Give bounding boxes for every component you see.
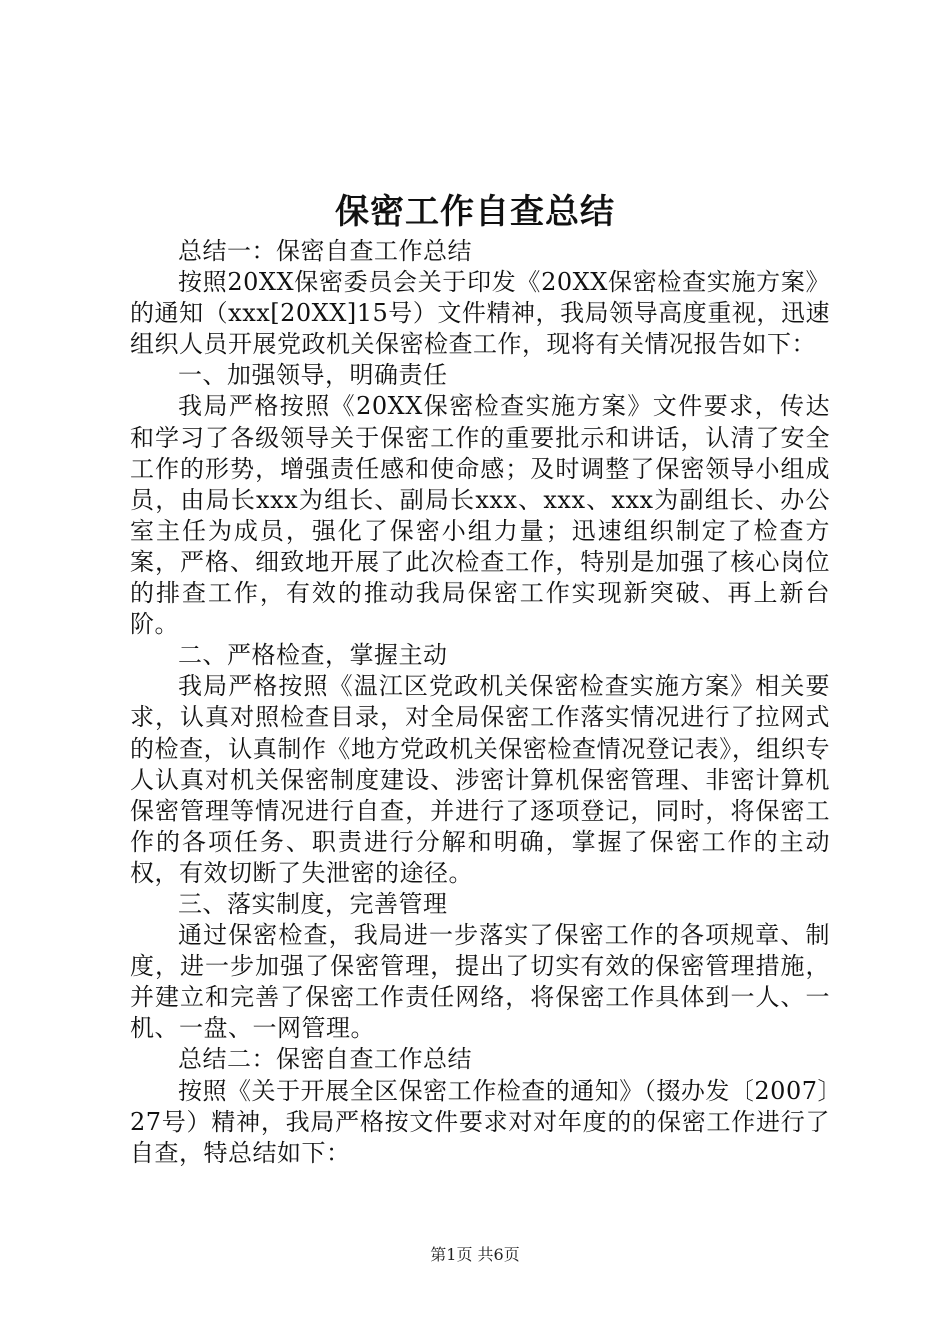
paragraph: 我局严格按照《温江区党政机关保密检查实施方案》相关要求，认真对照检查目录，对全局保密工作落实情况进行了拉网式的检查，认真制作《地方党政机关保密检查情况登记表》，组织专人认真对机关保密制度建设、涉密计算机保密管理、非密计算机保密管理等情况进行自查，并进行了逐项登记，同时，将保密工作的各项任务、职责进行分解和明确，掌握了保密工作的主动权，有效切断了失泄密的途径。 <box>130 672 830 887</box>
paragraph: 按照20XX保密委员会关于印发《20XX保密检查实施方案》的通知（xxx[20XX]15号）文件精神，我局领导高度重视，迅速组织人员开展党政机关保密检查工作，现将有关情况报告如下： <box>130 268 830 359</box>
document-body <box>130 236 830 1169</box>
section-heading: 总结一：保密自查工作总结 <box>178 237 472 265</box>
paragraph: 通过保密检查，我局进一步落实了保密工作的各项规章、制度，进一步加强了保密管理，提出了切实有效的保密管理措施，并建立和完善了保密工作责任网络，将保密工作具体到一人、一机、一盘、一网管理。 <box>130 921 830 1043</box>
paragraph: 我局严格按照《20XX保密检查实施方案》文件要求，传达和学习了各级领导关于保密工作的重要批示和讲话，认清了安全工作的形势，增强责任感和使命感；及时调整了保密领导小组成员，由局长xxx为组长、副局长xxx、xxx、xxx为副组长、办公室主任为成员，强化了保密小组力量；迅速组织制定了检查方案，严格、细致地开展了此次检查工作，特别是加强了核心岗位的排查工作，有效的推动我局保密工作实现新突破、再上新台阶。 <box>130 392 830 639</box>
document-title: 保密工作自查总结 <box>335 192 615 232</box>
paragraph: 按照《关于开展全区保密工作检查的通知》（掇办发〔2007〕27号）精神，我局严格按文件要求对对年度的的保密工作进行了自查，特总结如下： <box>130 1076 830 1167</box>
section-heading: 一、加强领导，明确责任 <box>178 361 448 390</box>
page-footer: 第1页 共6页 <box>430 1245 520 1264</box>
section-heading: 三、落实制度，完善管理 <box>178 889 448 918</box>
section-heading: 二、严格检查，掌握主动 <box>178 641 448 670</box>
section-heading: 总结二：保密自查工作总结 <box>178 1045 472 1074</box>
